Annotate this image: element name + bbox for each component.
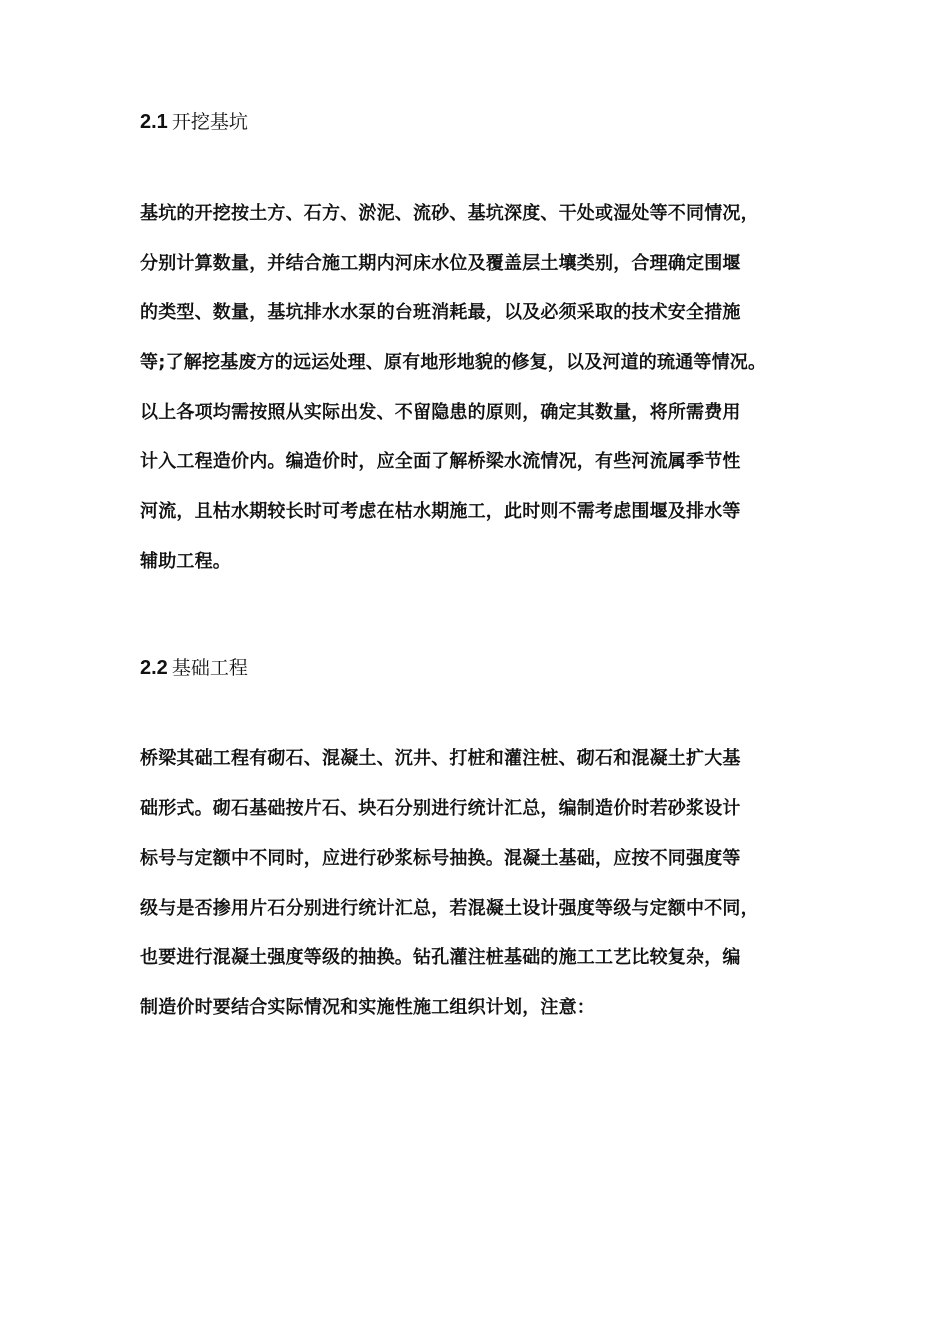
paragraph-line: 础形式。砌石基础按片石、块石分别进行统计汇总，编制造价时若砂浆设计 (140, 798, 741, 819)
paragraph-line: 河流，且枯水期较长时可考虑在枯水期施工，此时则不需考虑围堰及排水等 (140, 501, 741, 522)
paragraph-line: 计入工程造价内。编造价时，应全面了解桥梁水流情况，有些河流属季节性 (140, 451, 741, 472)
section-title: 开挖基坑 (171, 111, 248, 133)
section-heading-2-1 (140, 109, 248, 135)
section-heading-2-2 (140, 655, 248, 681)
paragraph-line: 也要进行混凝土强度等级的抽换。钻孔灌注桩基础的施工工艺比较复杂，编 (140, 947, 741, 968)
paragraph-line: 桥梁其础工程有砌石、混凝土、沉井、打桩和灌注桩、砌石和混凝土扩大基 (140, 748, 741, 769)
section-number: 2.1 (140, 111, 168, 133)
paragraph-line: 分别计算数量，并结合施工期内河床水位及覆盖层土壤类别，合理确定围堰 (140, 253, 741, 274)
paragraph-line: 以上各项均需按照从实际出发、不留隐患的原则，确定其数量，将所需费用 (140, 402, 741, 423)
paragraph-line: 辅助工程。 (140, 551, 231, 572)
paragraph-line: 基坑的开挖按土方、石方、淤泥、流砂、基坑深度、干处或湿处等不同情况， (140, 203, 759, 224)
section-number: 2.2 (140, 657, 168, 679)
paragraph-line: 级与是否掺用片石分别进行统计汇总，若混凝土设计强度等级与定额中不同， (140, 898, 759, 919)
paragraph-line: 标号与定额中不同时，应进行砂浆标号抽换。混凝土基础，应按不同强度等 (140, 848, 741, 869)
paragraph-line: 等;了解挖基废方的远运处理、原有地形地貌的修复，以及河道的琉通等情况。 (140, 352, 767, 373)
paragraph-line: 制造价时要结合实际情况和实施性施工组织计划，注意： (140, 997, 595, 1018)
section-title: 基础工程 (171, 657, 248, 679)
paragraph-line: 的类型、数量，基坑排水水泵的台班消耗最，以及必须采取的技术安全措施 (140, 302, 741, 323)
